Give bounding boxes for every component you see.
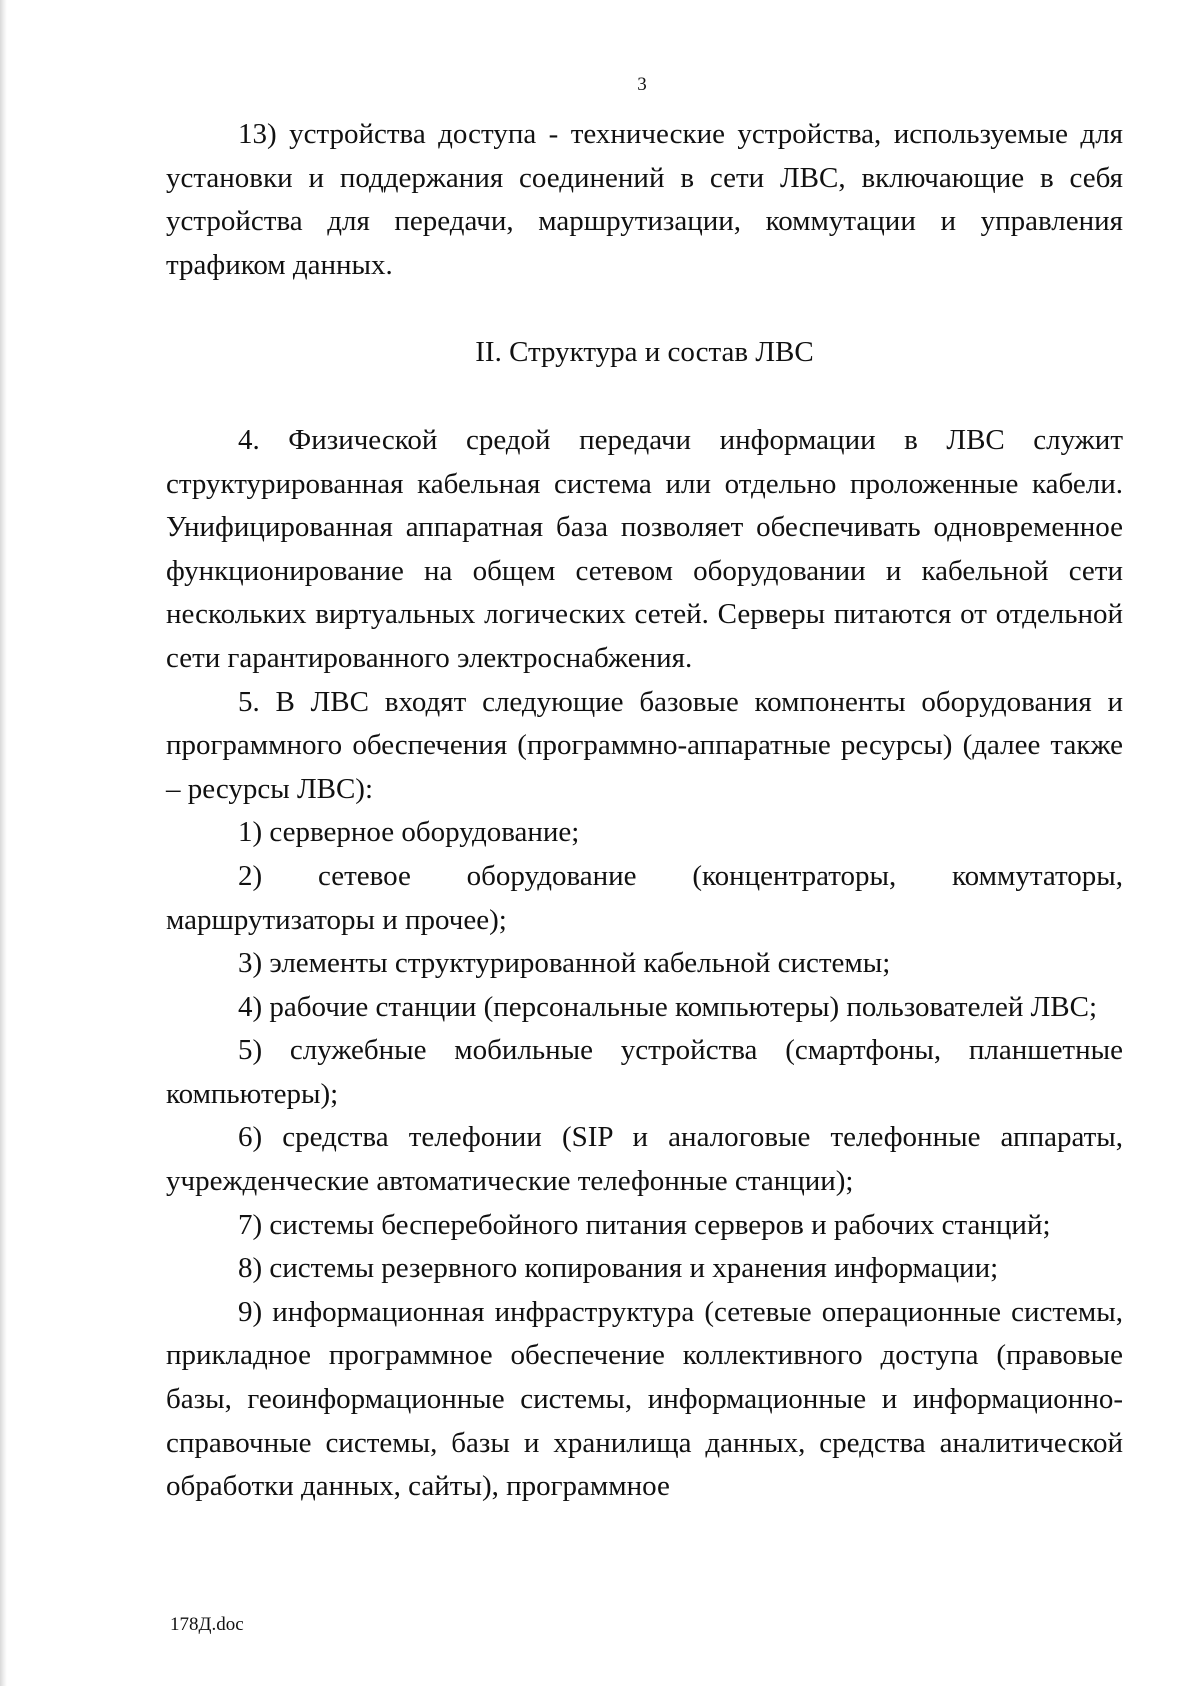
list-item-1: 1) серверное оборудование;	[238, 816, 580, 849]
list-item-7: 7) системы бесперебойного питания серверов и рабочих станций;	[238, 1208, 1051, 1241]
list-item-4: 4) рабочие станции (персональные компьютеры) пользователей ЛВС;	[238, 990, 1097, 1023]
list-item-9: 9) информационная инфраструктура (сетевые операционные системы, прикладное программное обеспечение коллективного доступа (правовые базы, геоинформационные системы, информационные и информационно-справочные системы, базы и хранилища данных, средства аналитической обработки данных, сайты), программное	[166, 1295, 1123, 1503]
list-item-5: 5) служебные мобильные устройства (смартфоны, планшетные компьютеры);	[166, 1034, 1123, 1110]
list-item-2: 2) сетевое оборудование (концентраторы, коммутаторы, маршрутизаторы и прочее);	[166, 859, 1123, 936]
paragraph-4: 4. Физической средой передачи информации в ЛВС служит структурированная кабельная система или отдельно проложенные кабели. Унифицированная аппаратная база позволяет обеспечивать одновременное функционирование на общем сетевом оборудовании и кабельной сети нескольких виртуальных логических сетей. Серверы питаются от отдельной сети гарантированного электроснабжения.	[166, 423, 1123, 674]
footer-filename: 178Д.doc	[170, 1614, 244, 1635]
paragraph-13: 13) устройства доступа - технические устройства, используемые для установки и поддержания соединений в сети ЛВС, включающие в себя устройства для передачи, маршрутизации, коммутации и управления трафиком данных.	[166, 118, 1123, 281]
section-heading: II. Структура и состав ЛВС	[475, 336, 814, 369]
list-item-3: 3) элементы структурированной кабельной системы;	[238, 947, 891, 980]
list-item-8: 8) системы резервного копирования и хранения информации;	[238, 1252, 999, 1285]
document-body	[166, 113, 1123, 1509]
paragraph-5: 5. В ЛВС входят следующие базовые компоненты оборудования и программного обеспечения (программно-аппаратные ресурсы) (далее также – ресурсы ЛВС):	[166, 685, 1123, 805]
scan-edge	[0, 0, 7, 1686]
list-item-6: 6) средства телефонии (SIP и аналоговые телефонные аппараты, учрежденческие автоматические телефонные станции);	[166, 1121, 1123, 1198]
page-number: 3	[637, 74, 647, 95]
